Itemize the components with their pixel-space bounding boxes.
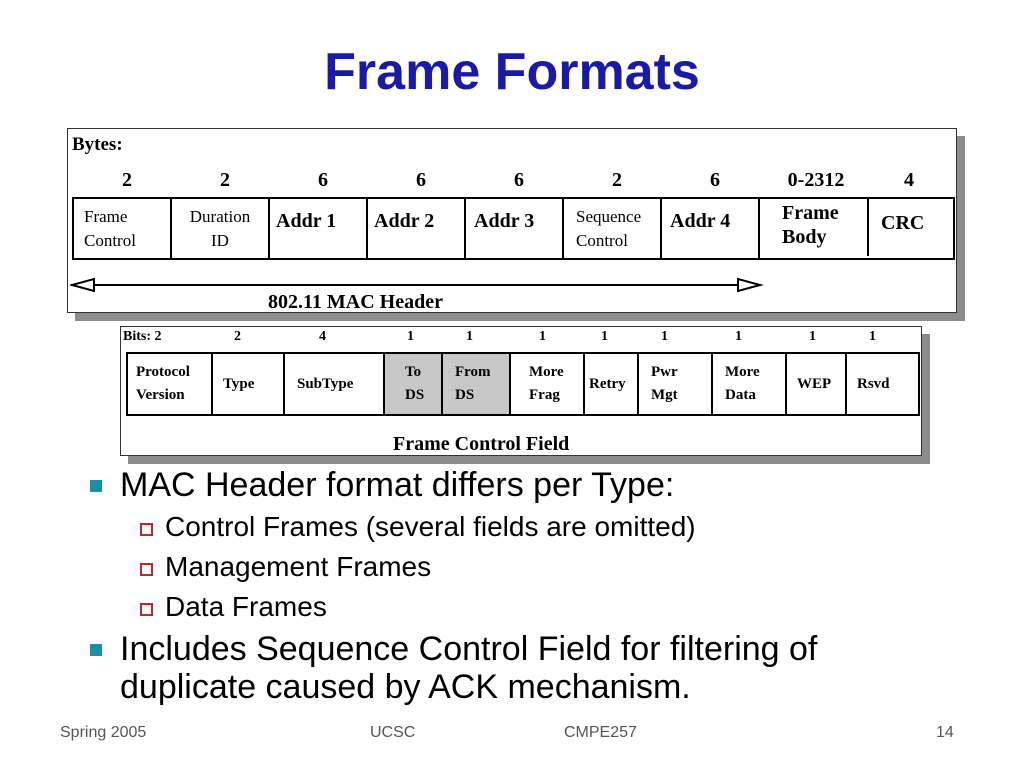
bit-size-more-data: 1: [735, 329, 742, 344]
byte-size-crc: 4: [904, 169, 914, 191]
sub-bullet-item: Data Frames: [90, 590, 950, 624]
field-addr1: Addr 1: [270, 199, 368, 258]
footer-page-number: 14: [936, 724, 954, 741]
fc-field-to-ds: To DS: [385, 354, 443, 414]
footer-institution: UCSC: [370, 724, 416, 741]
bit-size-wep: 1: [809, 329, 816, 344]
fc-field-more-data: More Data: [713, 354, 787, 414]
mac-header-caption: 802.11 MAC Header: [268, 291, 443, 313]
frame-control-diagram: [120, 326, 922, 456]
byte-size-frame-body: 0-2312: [787, 169, 845, 191]
fc-field-subtype: SubType: [285, 354, 385, 414]
fc-field-wep: WEP: [787, 354, 847, 414]
field-frame-control: Frame Control: [74, 199, 172, 258]
field-crc: CRC: [881, 212, 925, 234]
hollow-square-bullet-icon: [140, 523, 153, 536]
fc-field-from-ds: From DS: [443, 354, 511, 414]
byte-size-addr4: 6: [710, 169, 720, 191]
field-addr4: Addr 4: [662, 199, 760, 258]
byte-size-duration-id: 2: [220, 169, 230, 191]
bytes-label: Bytes:: [72, 134, 123, 155]
mac-header-fields: [72, 197, 955, 260]
fc-field-pwr-mgt: Pwr Mgt: [639, 354, 713, 414]
hollow-square-bullet-icon: [140, 563, 153, 576]
bit-size-subtype: 4: [319, 329, 326, 344]
field-frame-body: Frame Body: [760, 197, 869, 256]
hollow-square-bullet-icon: [140, 603, 153, 616]
frame-control-caption: Frame Control Field: [393, 433, 570, 455]
bit-size-retry: 1: [601, 329, 608, 344]
bullet-list: [90, 466, 950, 712]
field-addr3: Addr 3: [466, 199, 564, 258]
square-bullet-icon: [90, 480, 102, 492]
field-addr2: Addr 2: [368, 199, 466, 258]
slide-title: Frame Formats: [324, 43, 700, 101]
bit-size-pwr-mgt: 1: [661, 329, 668, 344]
mac-header-diagram: [67, 128, 957, 313]
bit-size-rsvd: 1: [869, 329, 876, 344]
bit-size-more-frag: 1: [539, 329, 546, 344]
bullet-item: Includes Sequence Control Field for filtering of duplicate caused by ACK mechanism.: [90, 630, 910, 706]
footer-date: Spring 2005: [60, 724, 147, 741]
byte-size-frame-control: 2: [122, 169, 132, 191]
byte-size-addr3: 6: [514, 169, 524, 191]
byte-size-sequence-control: 2: [612, 169, 622, 191]
sub-bullet-item: Control Frames (several fields are omitted): [90, 510, 950, 544]
byte-size-addr2: 6: [416, 169, 426, 191]
bullet-item: MAC Header format differs per Type:: [90, 466, 950, 504]
frame-control-fields: [126, 352, 920, 416]
fc-field-retry: Retry: [585, 354, 639, 414]
field-duration-id: Duration ID: [172, 199, 270, 258]
fc-field-type: Type: [213, 354, 285, 414]
sub-bullet-item: Management Frames: [90, 550, 950, 584]
fc-field-rsvd: Rsvd: [857, 375, 890, 392]
square-bullet-icon: [90, 644, 102, 656]
footer-course: CMPE257: [564, 724, 637, 741]
bits-label: Bits: 2: [123, 329, 162, 344]
bit-size-to-ds: 1: [407, 329, 414, 344]
bit-size-from-ds: 1: [466, 329, 473, 344]
fc-field-more-frag: More Frag: [511, 354, 585, 414]
byte-size-addr1: 6: [318, 169, 328, 191]
field-sequence-control: Sequence Control: [564, 199, 662, 258]
bit-size-type: 2: [234, 329, 241, 344]
fc-field-protocol-version: Protocol Version: [128, 354, 213, 414]
